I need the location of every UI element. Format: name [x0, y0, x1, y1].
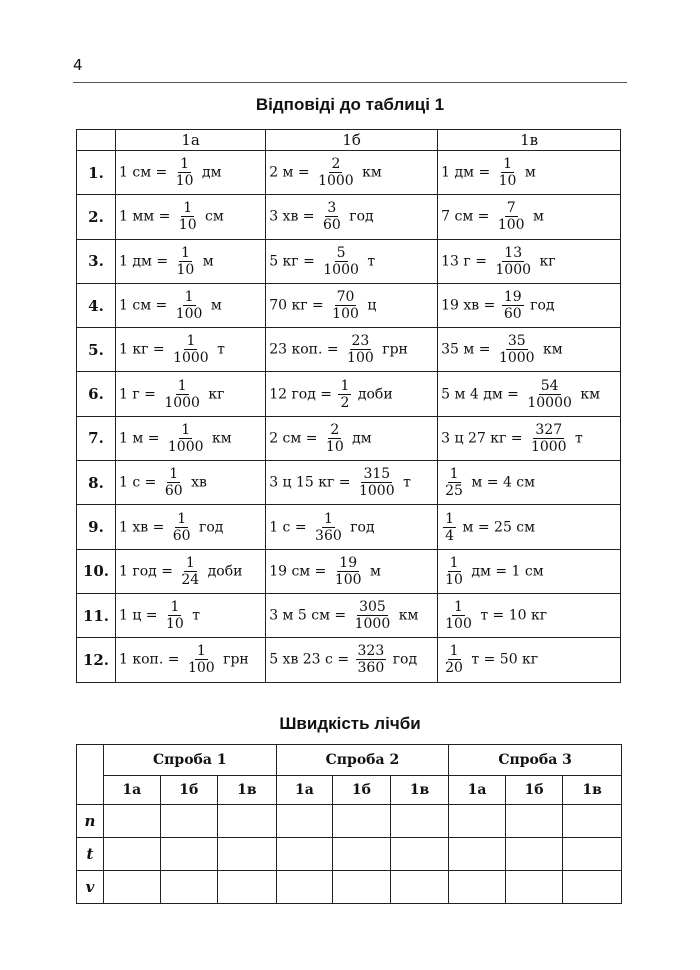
answer-cell	[266, 505, 438, 549]
denominator: 1000	[530, 438, 567, 455]
answers-table	[76, 129, 621, 683]
denominator: 20	[445, 660, 463, 677]
empty-entry-cell[interactable]	[563, 838, 622, 871]
denominator: 25	[445, 483, 463, 500]
answer-cell	[438, 239, 621, 283]
answer-row	[77, 593, 621, 637]
fraction	[356, 644, 387, 675]
answer-cell	[116, 151, 266, 195]
answer-cell	[116, 593, 266, 637]
empty-entry-cell[interactable]	[505, 838, 562, 871]
cell-text: 5 хв 23 с =	[269, 651, 354, 668]
answer-cell	[116, 195, 266, 239]
cell-text: км	[575, 386, 600, 403]
answer-row	[77, 328, 621, 372]
fraction	[529, 423, 569, 454]
denominator: 1000	[354, 616, 391, 633]
empty-entry-cell[interactable]	[160, 838, 217, 871]
row-label: v	[77, 871, 104, 904]
denominator: 10	[498, 173, 517, 190]
numerator: 1	[181, 421, 191, 438]
numerator: 1	[170, 599, 180, 616]
cell-text: 1 см =	[119, 297, 172, 314]
cell-text: 1 год =	[119, 563, 178, 580]
fraction	[330, 290, 361, 321]
fraction	[174, 290, 205, 321]
fraction	[353, 600, 393, 631]
cell-text: год	[194, 519, 224, 536]
cell-text: т	[570, 430, 583, 447]
speed-data-row	[77, 838, 622, 871]
answer-cell	[116, 372, 266, 416]
cell-text: 3 хв =	[269, 208, 319, 225]
numerator: 1	[180, 156, 190, 173]
numerator: 5	[336, 244, 346, 261]
answer-cell	[116, 239, 266, 283]
cell-text: 19 см =	[269, 563, 331, 580]
row-number: 9.	[77, 505, 116, 549]
answers-title: Відповіді до таблиці 1	[255, 95, 445, 114]
numerator: 1	[449, 643, 459, 660]
corner-cell	[77, 130, 116, 151]
speed-attempt-row	[77, 745, 622, 776]
answer-cell	[266, 372, 438, 416]
numerator: 35	[507, 333, 526, 350]
numerator: 1	[183, 200, 193, 217]
answer-cell	[438, 151, 621, 195]
subcolumn-header: 1б	[505, 776, 562, 805]
numerator: 323	[357, 643, 385, 660]
cell-text: 1 дм =	[119, 253, 173, 270]
column-header: 1а	[116, 130, 266, 151]
cell-text: ц	[362, 297, 377, 314]
cell-text: 1 с =	[269, 519, 312, 536]
denominator: 10	[178, 217, 197, 234]
fraction	[497, 157, 519, 188]
empty-entry-cell[interactable]	[505, 871, 562, 904]
cell-text: 13 г =	[441, 253, 492, 270]
answer-cell	[438, 638, 621, 682]
column-header: 1б	[266, 130, 438, 151]
empty-entry-cell[interactable]	[449, 805, 506, 838]
subcolumn-header: 1в	[218, 776, 277, 805]
subcolumn-header: 1б	[160, 776, 217, 805]
denominator: 60	[503, 306, 522, 323]
attempt-header: Спроба 3	[449, 745, 622, 776]
numerator: 70	[336, 289, 355, 306]
cell-text: т	[212, 341, 225, 358]
row-number: 11.	[77, 593, 116, 637]
answer-row	[77, 416, 621, 460]
answer-row	[77, 195, 621, 239]
fraction	[179, 556, 201, 587]
fraction	[333, 556, 364, 587]
fraction	[316, 157, 356, 188]
answer-cell	[438, 195, 621, 239]
empty-entry-cell[interactable]	[449, 838, 506, 871]
page-number: 4	[73, 56, 83, 74]
cell-text: т	[187, 607, 201, 624]
empty-entry-cell[interactable]	[160, 871, 217, 904]
numerator: 13	[504, 244, 523, 261]
answer-cell	[438, 593, 621, 637]
fraction	[186, 644, 217, 675]
fraction	[175, 246, 197, 277]
fraction	[174, 157, 196, 188]
empty-entry-cell[interactable]	[563, 871, 622, 904]
denominator: 10	[175, 173, 194, 190]
row-number: 3.	[77, 239, 116, 283]
denominator: 100	[347, 350, 374, 367]
speed-table	[76, 744, 622, 904]
column-header: 1в	[438, 130, 621, 151]
denominator: 1000	[358, 483, 395, 500]
cell-text: м = 4 см	[466, 474, 536, 491]
denominator: 24	[181, 571, 200, 588]
cell-text: хв	[186, 474, 207, 491]
cell-text: 35 м =	[441, 341, 495, 358]
answer-row	[77, 151, 621, 195]
cell-text: 1 м =	[119, 430, 164, 447]
cell-text: м	[528, 208, 544, 225]
subcolumn-header: 1а	[276, 776, 333, 805]
empty-entry-cell[interactable]	[333, 838, 390, 871]
cell-text: дм	[347, 430, 372, 447]
cell-text: 1 с =	[119, 474, 161, 491]
cell-text: м	[365, 563, 381, 580]
subcolumn-header: 1в	[563, 776, 622, 805]
speed-title: Швидкість лічби	[279, 714, 421, 733]
row-number: 10.	[77, 549, 116, 593]
corner-cell	[77, 745, 104, 805]
empty-entry-cell[interactable]	[390, 871, 449, 904]
cell-text: дм	[197, 164, 222, 181]
empty-entry-cell[interactable]	[160, 805, 217, 838]
answer-cell	[116, 328, 266, 372]
fraction	[163, 467, 185, 498]
numerator: 1	[177, 377, 187, 394]
cell-text: кг	[535, 253, 556, 270]
speed-subheader-row	[77, 776, 622, 805]
empty-entry-cell[interactable]	[276, 871, 333, 904]
answer-cell	[438, 505, 621, 549]
cell-text: км	[538, 341, 563, 358]
denominator: 1000	[167, 438, 204, 455]
cell-text: 12 год =	[269, 386, 337, 403]
numerator: 1	[186, 333, 196, 350]
speed-data-row	[77, 805, 622, 838]
numerator: 1	[177, 510, 187, 527]
denominator: 1000	[498, 350, 535, 367]
cell-text: см	[200, 208, 224, 225]
cell-text: доби	[353, 386, 393, 403]
fraction	[177, 201, 199, 232]
answer-row	[77, 283, 621, 327]
cell-text: 1 хв =	[119, 519, 169, 536]
denominator: 10	[176, 261, 195, 278]
denominator: 360	[315, 527, 342, 544]
cell-text: 3 ц 27 кг =	[441, 430, 527, 447]
numerator: 1	[196, 643, 206, 660]
cell-text: км	[357, 164, 382, 181]
fraction	[443, 600, 474, 631]
empty-entry-cell[interactable]	[390, 838, 449, 871]
cell-text: кг	[203, 386, 225, 403]
cell-text: м	[520, 164, 536, 181]
fraction	[502, 290, 524, 321]
numerator: 19	[503, 289, 522, 306]
denominator: 10	[325, 438, 344, 455]
fraction	[443, 644, 465, 675]
denominator: 10	[166, 616, 184, 633]
answer-row	[77, 461, 621, 505]
fraction	[171, 512, 193, 543]
cell-text: т = 10 кг	[475, 607, 548, 624]
empty-entry-cell[interactable]	[104, 871, 161, 904]
fraction	[357, 467, 397, 498]
fraction	[493, 246, 533, 277]
row-number: 1.	[77, 151, 116, 195]
numerator: 54	[540, 377, 559, 394]
answer-cell	[266, 638, 438, 682]
cell-text: 3 м 5 см =	[269, 607, 351, 624]
denominator: 4	[445, 527, 455, 544]
cell-text: 23 коп. =	[269, 341, 344, 358]
cell-text: т	[362, 253, 376, 270]
answer-cell	[266, 593, 438, 637]
cell-text: дм = 1 см	[466, 563, 544, 580]
answer-cell	[116, 283, 266, 327]
row-number: 4.	[77, 283, 116, 327]
numerator: 7	[506, 200, 516, 217]
fraction	[166, 423, 206, 454]
cell-text: 1 мм =	[119, 208, 175, 225]
cell-text: 19 хв =	[441, 297, 500, 314]
numerator: 1	[454, 599, 463, 616]
empty-entry-cell[interactable]	[505, 805, 562, 838]
answer-cell	[438, 372, 621, 416]
fraction	[497, 334, 537, 365]
numerator: 19	[339, 554, 358, 571]
cell-text: 1 коп. =	[119, 651, 184, 668]
answer-cell	[438, 416, 621, 460]
cell-text: 1 ц =	[119, 607, 162, 624]
answer-row	[77, 239, 621, 283]
denominator: 1000	[164, 394, 200, 411]
cell-text: т	[398, 474, 411, 491]
denominator: 100	[445, 616, 472, 633]
cell-text: 1 см =	[119, 164, 172, 181]
header-rule	[73, 82, 627, 83]
fraction	[171, 334, 211, 365]
denominator: 360	[357, 660, 385, 677]
subcolumn-header: 1а	[104, 776, 161, 805]
fraction	[443, 467, 465, 498]
subcolumn-header: 1в	[390, 776, 449, 805]
row-label: t	[77, 838, 104, 871]
denominator: 60	[322, 217, 341, 234]
fraction	[324, 423, 346, 454]
numerator: 1	[340, 377, 350, 394]
empty-entry-cell[interactable]	[390, 805, 449, 838]
cell-text: км	[207, 430, 232, 447]
fraction	[313, 512, 344, 543]
cell-text: грн	[377, 341, 408, 358]
denominator: 100	[497, 217, 525, 234]
denominator: 100	[187, 660, 215, 677]
answer-cell	[266, 328, 438, 372]
numerator: 315	[363, 466, 391, 483]
answer-cell	[266, 549, 438, 593]
denominator: 10	[445, 571, 463, 588]
cell-text: м = 25 см	[458, 519, 536, 536]
fraction	[443, 556, 465, 587]
row-number: 12.	[77, 638, 116, 682]
denominator: 100	[332, 306, 359, 323]
cell-text: грн	[218, 651, 249, 668]
cell-text: 1 дм =	[441, 164, 495, 181]
cell-text: 1 кг =	[119, 341, 170, 358]
numerator: 3	[327, 200, 337, 217]
answer-cell	[116, 416, 266, 460]
answer-cell	[266, 416, 438, 460]
denominator: 100	[334, 571, 362, 588]
denominator: 1000	[323, 261, 359, 278]
numerator: 2	[330, 421, 340, 438]
numerator: 1	[323, 510, 333, 527]
empty-entry-cell[interactable]	[276, 838, 333, 871]
cell-text: 7 см =	[441, 208, 494, 225]
fraction	[164, 600, 186, 631]
cell-text: 2 м =	[269, 164, 315, 181]
answer-cell	[438, 549, 621, 593]
cell-text: год	[388, 651, 418, 668]
answers-header-row	[77, 130, 621, 151]
answer-cell	[116, 549, 266, 593]
cell-text: год	[344, 208, 374, 225]
numerator: 23	[351, 333, 370, 350]
empty-entry-cell[interactable]	[563, 805, 622, 838]
fraction	[443, 512, 456, 543]
attempt-header: Спроба 1	[104, 745, 277, 776]
cell-text: 5 м 4 дм =	[441, 386, 524, 403]
answer-cell	[116, 505, 266, 549]
denominator: 1000	[495, 261, 532, 278]
answer-cell	[438, 328, 621, 372]
answer-row	[77, 638, 621, 682]
numerator: 1	[445, 510, 455, 527]
attempt-header: Спроба 2	[276, 745, 449, 776]
numerator: 327	[535, 421, 563, 438]
fraction	[321, 246, 361, 277]
answer-cell	[266, 195, 438, 239]
numerator: 2	[331, 156, 341, 173]
numerator: 1	[184, 289, 194, 306]
cell-text: доби	[203, 563, 243, 580]
answer-cell	[116, 638, 266, 682]
answer-row	[77, 549, 621, 593]
cell-text: м	[198, 253, 214, 270]
empty-entry-cell[interactable]	[218, 838, 277, 871]
numerator: 1	[449, 554, 459, 571]
cell-text: год	[525, 297, 555, 314]
empty-entry-cell[interactable]	[333, 871, 390, 904]
denominator: 60	[164, 483, 183, 500]
answer-cell	[266, 151, 438, 195]
row-number: 6.	[77, 372, 116, 416]
denominator: 2	[340, 394, 350, 411]
cell-text: 5 кг =	[269, 253, 320, 270]
denominator: 1000	[318, 173, 354, 190]
numerator: 1	[169, 466, 179, 483]
row-number: 2.	[77, 195, 116, 239]
answer-cell	[266, 461, 438, 505]
denominator: 1000	[173, 350, 209, 367]
fraction	[496, 201, 527, 232]
answer-cell	[438, 461, 621, 505]
row-number: 5.	[77, 328, 116, 372]
numerator: 1	[185, 554, 195, 571]
empty-entry-cell[interactable]	[449, 871, 506, 904]
fraction	[525, 379, 574, 410]
cell-text: м	[206, 297, 222, 314]
fraction	[321, 201, 343, 232]
empty-entry-cell[interactable]	[218, 871, 277, 904]
answer-row	[77, 505, 621, 549]
denominator: 100	[175, 306, 203, 323]
answer-cell	[438, 283, 621, 327]
row-number: 7.	[77, 416, 116, 460]
denominator: 10000	[527, 394, 572, 411]
answer-cell	[116, 461, 266, 505]
cell-text: т = 50 кг	[466, 651, 539, 668]
empty-entry-cell[interactable]	[276, 805, 333, 838]
numerator: 305	[359, 599, 386, 616]
fraction	[345, 334, 376, 365]
speed-data-row	[77, 871, 622, 904]
cell-text: 1 г =	[119, 386, 161, 403]
empty-entry-cell[interactable]	[104, 805, 161, 838]
cell-text: км	[394, 607, 419, 624]
numerator: 1	[503, 156, 513, 173]
fraction	[162, 379, 202, 410]
subcolumn-header: 1б	[333, 776, 390, 805]
row-number: 8.	[77, 461, 116, 505]
empty-entry-cell[interactable]	[104, 838, 161, 871]
cell-text: 2 см =	[269, 430, 322, 447]
answer-row	[77, 372, 621, 416]
empty-entry-cell[interactable]	[333, 805, 390, 838]
numerator: 1	[449, 466, 459, 483]
answer-cell	[266, 283, 438, 327]
fraction	[338, 379, 351, 410]
cell-text: год	[345, 519, 375, 536]
denominator: 60	[172, 527, 191, 544]
numerator: 1	[180, 244, 190, 261]
subcolumn-header: 1а	[449, 776, 506, 805]
empty-entry-cell[interactable]	[218, 805, 277, 838]
row-label: n	[77, 805, 104, 838]
cell-text: 3 ц 15 кг =	[269, 474, 355, 491]
cell-text: 70 кг =	[269, 297, 329, 314]
answer-cell	[266, 239, 438, 283]
